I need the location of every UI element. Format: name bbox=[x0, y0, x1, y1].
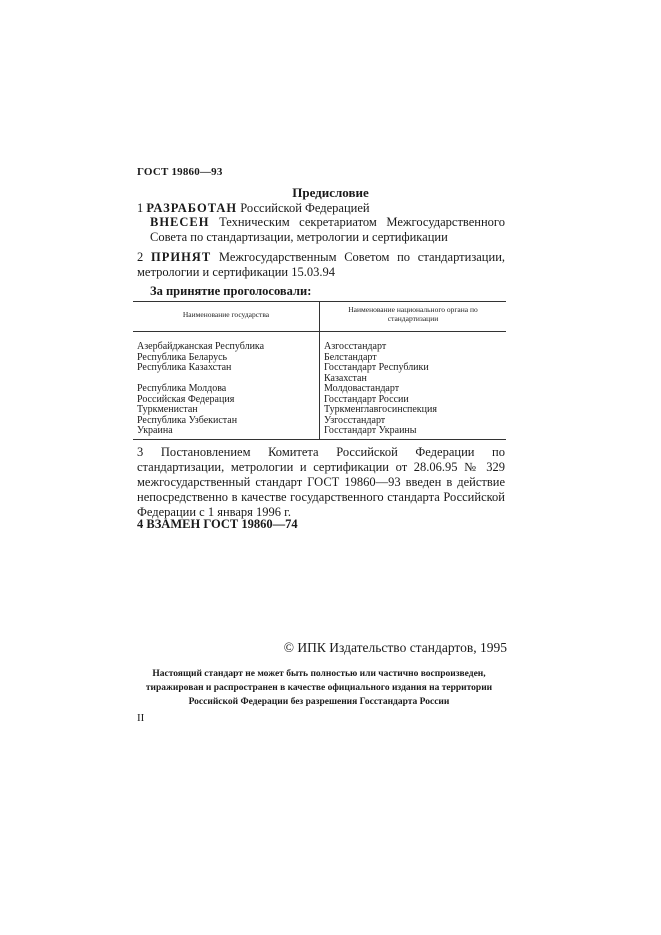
section-4-replaces bbox=[137, 517, 298, 532]
section-1-developed bbox=[137, 201, 370, 216]
cell-state: Республика Молдова bbox=[133, 384, 320, 395]
section-text: Межгосударственным Советом по стандартизации, метрологии и сертификации 15.03.94 bbox=[137, 250, 506, 279]
section-lead: РАЗРАБОТАН bbox=[146, 201, 238, 215]
cell-standards-body: Госстандарт Украины bbox=[324, 425, 417, 436]
cell-standards-body: Белстандарт bbox=[324, 351, 377, 363]
cell-standards-body: Узгосстандарт bbox=[324, 414, 386, 426]
table-row bbox=[133, 384, 506, 395]
cell-state: Азербайджанская Республика bbox=[133, 332, 320, 353]
page-number: II bbox=[137, 712, 145, 724]
voting-table bbox=[133, 301, 506, 440]
section-3-resolution bbox=[137, 445, 505, 520]
section-2-adopted bbox=[137, 250, 505, 280]
cell-state: Республика Беларусь bbox=[133, 353, 320, 364]
table-row bbox=[133, 426, 506, 439]
document-code: ГОСТ 19860—93 bbox=[137, 166, 223, 178]
section-text: ВЗАМЕН ГОСТ 19860—74 bbox=[146, 517, 298, 531]
cell-state: Туркменистан bbox=[133, 405, 320, 416]
table-row bbox=[133, 363, 506, 374]
reproduction-notice: Настоящий стандарт не может быть полностью или частично воспроизведен, тиражирован и распространен в качестве официального издания на территории Российской Федерации без разрешения Госстандарта России bbox=[145, 669, 493, 707]
cell-standards-body: Госстандарт России bbox=[324, 393, 409, 405]
section-lead-submitted: ВНЕСЕН bbox=[150, 215, 210, 229]
section-number: 4 bbox=[137, 517, 144, 531]
table-row bbox=[133, 405, 506, 416]
cell-standards-body: Госстандарт Республики bbox=[324, 362, 429, 373]
column-header-state: Наименование государства bbox=[133, 302, 320, 332]
table-body bbox=[133, 332, 506, 440]
cell-state: Украина bbox=[133, 426, 320, 439]
page-title: Предисловие bbox=[292, 185, 369, 200]
column-header-body: Наименование национального органа по стандартизации bbox=[348, 305, 478, 323]
cell-state: Республика Узбекистан bbox=[133, 416, 320, 427]
section-number: 3 bbox=[137, 445, 144, 459]
cell-standards-body: Туркменглавгосинспекция bbox=[324, 404, 437, 415]
cell-state: Российская Федерация bbox=[133, 395, 320, 406]
section-lead: ПРИНЯТ bbox=[150, 250, 212, 264]
cell-standards-body: Азгосстандарт bbox=[324, 341, 387, 352]
table-header-row bbox=[133, 302, 506, 332]
section-number: 1 bbox=[137, 201, 144, 215]
table-row bbox=[133, 416, 506, 427]
section-text: Российской Федерацией bbox=[240, 201, 370, 215]
copyright-line: © ИПК Издательство стандартов, 1995 bbox=[283, 640, 507, 655]
cell-standards-body: Молдовастандарт bbox=[324, 383, 400, 394]
table-row bbox=[133, 332, 506, 353]
cell-state: Республика Казахстан bbox=[133, 363, 320, 374]
section-text-submitted: Техническим секретариатом Межгосударственного Совета по стандартизации, метрологии и сертификации bbox=[150, 215, 505, 244]
section-number: 2 bbox=[137, 250, 144, 264]
section-text: Постановлением Комитета Российской Федерации по стандартизации, метрологии и сертификации от 28.06.95 № 329 межгосударственный стандарт ГОСТ 19860—93 введен в действие непосредственно в качестве государственного стандарта Российской Федерации с 1 января 1996 г. bbox=[137, 445, 506, 519]
section-1-submitted bbox=[150, 215, 505, 245]
vote-label: За принятие проголосовали: bbox=[150, 284, 312, 298]
cell-standards-body: Казахстан bbox=[324, 372, 367, 384]
